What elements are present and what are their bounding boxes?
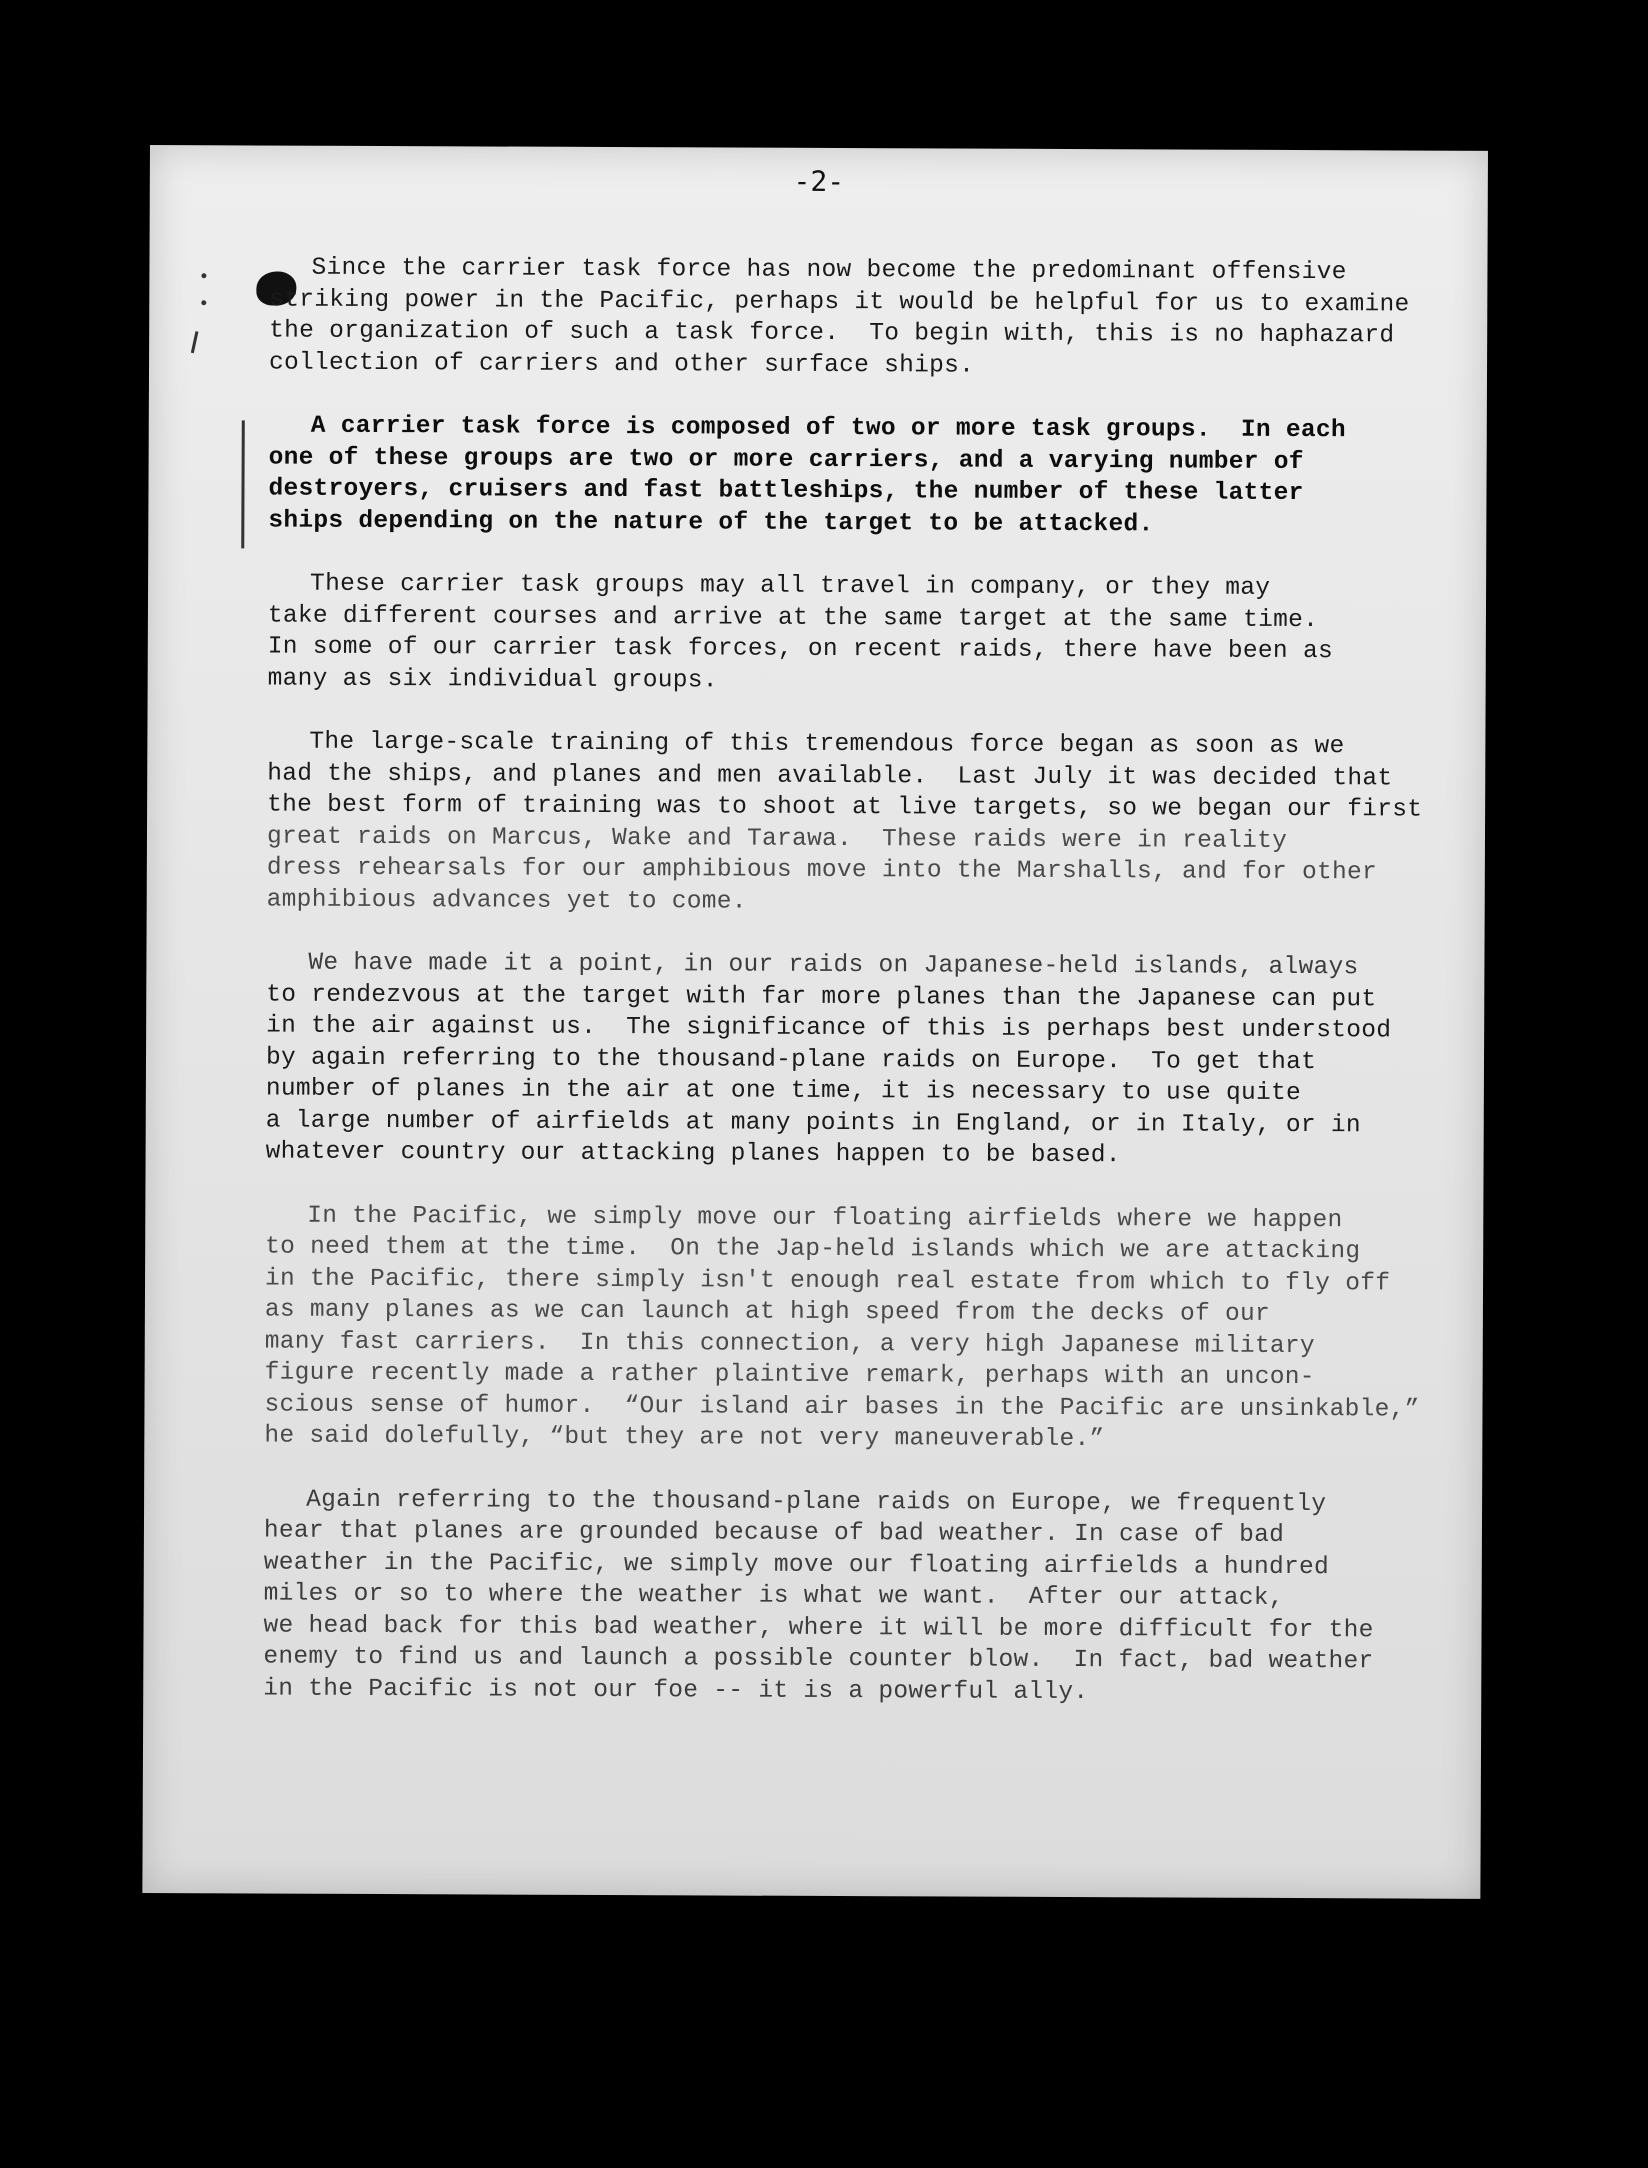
text-line: many as six individual groups.	[267, 665, 718, 694]
text-line: number of planes in the air at one time, it is necessary to use quite	[265, 1075, 1302, 1108]
text-line: he said dolefully, “but they are not very maneuverable.”	[264, 1422, 1105, 1454]
margin-dot-mark	[201, 273, 206, 278]
text-line: hear that planes are grounded because of bad weather. In case of bad	[263, 1517, 1285, 1549]
text-line: a large number of airfields at many points in England, or in Italy, or in	[265, 1107, 1361, 1139]
text-line: A carrier task force is composed of two or more task groups. In each	[310, 412, 1346, 445]
text-line: in the air against us. The significance of this is perhaps best understood	[266, 1012, 1392, 1045]
text-line: In the Pacific, we simply move our floating airfields where we happen	[307, 1202, 1343, 1234]
text-line: miles or so to where the weather is what we want. After our attack,	[263, 1580, 1284, 1612]
text-line: figure recently made a rather plaintive remark, perhaps with an uncon-	[264, 1359, 1315, 1392]
margin-bar-mark	[241, 420, 245, 548]
margin-dot-mark	[201, 300, 206, 305]
text-line: in the Pacific is not our foe -- it is a powerful ally.	[263, 1675, 1089, 1706]
text-line: great raids on Marcus, Wake and Tarawa. These raids were in reality	[266, 823, 1288, 855]
text-line: striking power in the Pacific, perhaps it would be helpful for us to examine	[269, 286, 1410, 318]
paragraph-1	[268, 253, 1410, 384]
text-line: These carrier task groups may all travel in company, or they may	[310, 570, 1271, 602]
text-line: Again referring to the thousand-plane raids on Europe, we frequently	[306, 1486, 1327, 1518]
paragraph-5	[265, 948, 1392, 1173]
text-line: enemy to find us and launch a possible counter blow. In fact, bad weather	[263, 1643, 1374, 1676]
text-line: In some of our carrier task forces, on recent raids, there have been as	[267, 633, 1334, 666]
text-line: we head back for this bad weather, where it will be more difficult for the	[263, 1612, 1374, 1644]
text-line: one of these groups are two or more carriers, and a varying number of	[268, 444, 1304, 476]
paragraph-2	[268, 411, 1389, 542]
text-line: scious sense of humor. “Our island air bases in the Pacific are unsinkable,”	[264, 1391, 1420, 1424]
text-line: destroyers, cruisers and fast battleships, the number of these latter	[268, 475, 1304, 508]
text-line: ships depending on the nature of the target to be attacked.	[268, 507, 1154, 538]
text-line: whatever country our attacking planes happen to be based.	[265, 1138, 1121, 1170]
text-line: weather in the Pacific, we simply move our floating airfields a hundred	[263, 1549, 1330, 1581]
text-line: by again referring to the thousand-plane raids on Europe. To get that	[265, 1044, 1317, 1076]
text-line: had the ships, and planes and men available. Last July it was decided that	[267, 760, 1393, 792]
text-line: in the Pacific, there simply isn't enough real estate from which to fly off	[264, 1265, 1391, 1297]
text-line: The large-scale training of this tremendous force began as soon as we	[309, 728, 1345, 761]
text-line: collection of carriers and other surface ships.	[268, 349, 975, 380]
page-number: -2-	[793, 164, 845, 199]
margin-tick-mark	[191, 331, 199, 353]
paragraph-7	[263, 1484, 1384, 1709]
text-line: to rendezvous at the target with far more planes than the Japanese can put	[266, 981, 1377, 1013]
text-line: the organization of such a task force. To begin with, this is no haphazard	[269, 317, 1395, 350]
text-line: dress rehearsals for our amphibious move into the Marshalls, and for other	[266, 854, 1378, 887]
paragraph-6	[264, 1200, 1420, 1457]
text-line: amphibious advances yet to come.	[266, 886, 747, 916]
text-line: the best form of training was to shoot at live targets, so we began our first	[267, 791, 1423, 824]
typewritten-page	[142, 145, 1488, 1899]
text-line: to need them at the time. On the Jap-held islands which we are attacking	[265, 1233, 1361, 1266]
text-line: We have made it a point, in our raids on Japanese-held islands, always	[308, 949, 1359, 982]
text-line: many fast carriers. In this connection, a very high Japanese military	[264, 1328, 1316, 1360]
paragraph-4	[266, 727, 1423, 921]
body-text	[263, 253, 1423, 1742]
paragraph-3	[268, 569, 1389, 700]
text-line: as many planes as we can launch at high speed from the decks of our	[264, 1296, 1271, 1328]
text-line: take different courses and arrive at the same target at the same time.	[267, 602, 1319, 634]
text-line: Since the carrier task force has now become the predominant offensive	[311, 254, 1347, 287]
